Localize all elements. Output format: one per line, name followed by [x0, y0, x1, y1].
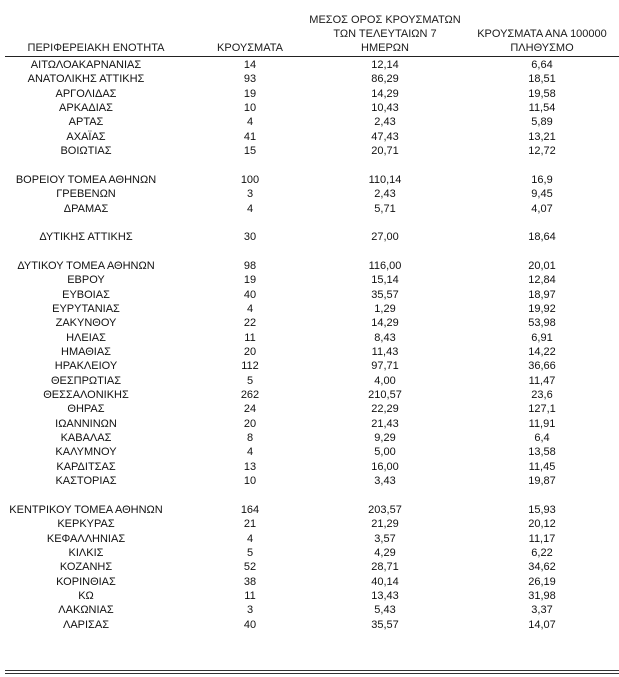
table-row	[0, 503, 619, 517]
table-row	[0, 202, 619, 216]
table-row	[0, 575, 619, 589]
table-row	[0, 560, 619, 574]
cases-cell: 40	[243, 618, 257, 631]
cases-cell: 30	[243, 231, 257, 244]
region-name-cell: ΚΟΡΙΝΘΙΑΣ	[56, 575, 116, 588]
cases-cell: 11	[244, 589, 256, 602]
seven-day-average-cell: 13,43	[371, 589, 399, 602]
seven-day-average-cell: 14,29	[371, 87, 399, 100]
cases-cell: 19	[243, 274, 257, 287]
table-row	[0, 144, 619, 158]
region-name-cell: ΚΑΛΥΜΝΟΥ	[55, 446, 117, 459]
region-name-cell: ΗΡΑΚΛΕΙΟΥ	[54, 360, 118, 373]
header-divider	[5, 56, 619, 57]
seven-day-average-cell: 16,00	[371, 460, 399, 473]
cases-cell: 98	[243, 259, 257, 272]
cases-cell: 93	[243, 73, 257, 86]
cases-per-100k-cell: 36,66	[528, 360, 556, 373]
table-row	[0, 259, 619, 273]
cases-cell: 5	[246, 546, 254, 559]
cases-per-100k-cell: 12,72	[528, 145, 556, 158]
table-row	[0, 460, 619, 474]
table-row	[0, 58, 619, 72]
region-name-cell: ΔΥΤΙΚΟΥ ΤΟΜΕΑ ΑΘΗΝΩΝ	[17, 259, 155, 272]
cases-cell: 8	[246, 432, 254, 445]
table-row	[0, 417, 619, 431]
cases-per-100k-cell: 11,91	[528, 417, 556, 430]
region-name-cell: ΑΧΑΪΑΣ	[66, 130, 106, 143]
cases-per-100k-cell: 20,12	[528, 518, 556, 531]
cases-per-100k-cell: 15,93	[528, 503, 556, 516]
region-name-cell: ΚΕΡΚΥΡΑΣ	[57, 518, 115, 531]
cases-per-100k-cell: 19,92	[528, 302, 556, 315]
cases-per-100k-cell: 18,64	[528, 231, 556, 244]
table-row	[0, 517, 619, 531]
table-row	[0, 288, 619, 302]
table-row	[0, 87, 619, 101]
region-name-cell: ΑΝΑΤΟΛΙΚΗΣ ΑΤΤΙΚΗΣ	[27, 73, 145, 86]
cases-cell: 100	[240, 173, 260, 186]
region-name-cell: ΗΜΑΘΙΑΣ	[61, 346, 111, 358]
table-row	[0, 115, 619, 129]
seven-day-average-cell: 97,71	[371, 360, 399, 373]
cases-cell: 10	[243, 475, 257, 488]
seven-day-average-cell: 21,29	[371, 518, 399, 531]
cases-cell: 262	[240, 389, 260, 402]
cases-per-100k-cell: 19,87	[528, 475, 556, 488]
seven-day-average-cell: 40,14	[371, 575, 399, 588]
cases-per-100k-cell: 12,84	[528, 274, 556, 287]
cases-per-100k-cell: 127,1	[528, 403, 556, 416]
seven-day-average-cell: 10,43	[371, 102, 399, 115]
region-name-cell: ΚΕΝΤΡΙΚΟΥ ΤΟΜΕΑ ΑΘΗΝΩΝ	[9, 503, 163, 516]
seven-day-average-cell: 28,71	[371, 561, 399, 574]
seven-day-average-cell: 3,43	[374, 475, 396, 488]
cases-per-100k-cell: 11,45	[528, 460, 556, 473]
cases-cell: 14	[243, 59, 257, 71]
table-row	[0, 331, 619, 345]
cases-per-100k-cell: 6,22	[531, 546, 553, 559]
region-name-cell: ΚΑΡΔΙΤΣΑΣ	[56, 460, 116, 473]
region-name-cell: ΕΒΡΟΥ	[67, 274, 105, 287]
table-row	[0, 474, 619, 488]
cases-cell: 164	[240, 503, 260, 516]
table-row	[0, 402, 619, 416]
cases-per-100k-cell: 14,22	[528, 346, 556, 358]
cases-per-100k-cell: 11,47	[528, 374, 556, 387]
seven-day-average-cell: 12,14	[371, 59, 399, 71]
cases-per-100k-cell: 11,17	[528, 532, 556, 545]
cases-cell: 20	[243, 346, 257, 358]
region-name-cell: ΗΛΕΙΑΣ	[66, 331, 106, 344]
table-row	[0, 130, 619, 144]
region-name-cell: ΛΑΚΩΝΙΑΣ	[58, 604, 114, 617]
cases-cell: 4	[246, 202, 254, 215]
cases-cell: 15	[243, 145, 257, 158]
cases-cell: 38	[243, 575, 257, 588]
seven-day-average-cell: 20,71	[371, 145, 399, 158]
region-name-cell: ΘΗΡΑΣ	[67, 403, 105, 416]
table-bottom-rule	[5, 670, 619, 671]
seven-day-average-cell: 3,57	[374, 532, 396, 545]
seven-day-average-cell: 110,14	[368, 173, 402, 186]
table-bottom-rule-double	[5, 673, 619, 674]
region-name-cell: ΚΩ	[78, 589, 94, 602]
cases-per-100k-cell: 3,37	[531, 604, 553, 617]
cases-per-100k-cell: 16,9	[531, 173, 553, 186]
region-name-cell: ΑΙΤΩΛΟΑΚΑΡΝΑΝΙΑΣ	[30, 59, 142, 71]
table-row	[0, 589, 619, 603]
cases-per-100k-cell: 18,51	[528, 73, 556, 86]
cases-cell: 52	[243, 561, 257, 574]
cases-cell: 19	[243, 87, 257, 100]
seven-day-average-cell: 8,43	[374, 331, 396, 344]
region-name-cell: ΘΕΣΣΑΛΟΝΙΚΗΣ	[43, 389, 129, 402]
header-cases-label: ΚΡΟΥΣΜΑΤΑ	[217, 42, 283, 54]
cases-cell: 4	[246, 116, 254, 129]
seven-day-average-cell: 22,29	[371, 403, 399, 416]
cases-per-100k-cell: 11,54	[528, 102, 556, 115]
cases-per-100k-cell: 13,58	[528, 446, 556, 459]
region-name-cell: ΖΑΚΥΝΘΟΥ	[55, 317, 117, 330]
seven-day-average-cell: 5,43	[374, 604, 396, 617]
table-row	[0, 302, 619, 316]
seven-day-average-cell: 35,57	[371, 618, 399, 631]
table-row	[0, 445, 619, 459]
region-name-cell: ΘΕΣΠΡΩΤΙΑΣ	[50, 374, 122, 387]
region-name-cell: ΑΡΚΑΔΙΑΣ	[59, 102, 113, 115]
seven-day-average-cell: 9,29	[374, 432, 396, 445]
cases-per-100k-cell: 6,91	[531, 331, 553, 344]
cases-cell: 5	[246, 374, 254, 387]
header-region	[6, 41, 186, 55]
region-name-cell: ΓΡΕΒΕΝΩΝ	[56, 188, 116, 201]
header-per-line1: ΚΡΟΥΣΜΑΤΑ ΑΝΑ 100000	[477, 28, 607, 40]
seven-day-average-cell: 47,43	[371, 130, 399, 143]
header-cases	[200, 41, 300, 55]
cases-per-100k-cell: 19,58	[528, 87, 556, 100]
cases-cell: 3	[246, 604, 254, 617]
seven-day-average-cell: 5,71	[374, 202, 396, 215]
region-name-cell: ΚΑΒΑΛΑΣ	[60, 432, 112, 445]
table-row	[0, 101, 619, 115]
seven-day-average-cell: 27,00	[371, 231, 399, 244]
cases-per-100k-cell: 14,07	[528, 618, 556, 631]
seven-day-average-cell: 2,43	[374, 188, 396, 201]
region-name-cell: ΚΙΛΚΙΣ	[68, 546, 104, 559]
region-name-cell: ΙΩΑΝΝΙΝΩΝ	[55, 417, 117, 430]
cases-cell: 24	[243, 403, 257, 416]
seven-day-average-cell: 35,57	[371, 288, 399, 301]
table-row	[0, 546, 619, 560]
seven-day-average-cell: 4,29	[374, 546, 396, 559]
seven-day-average-cell: 210,57	[368, 389, 402, 402]
seven-day-average-cell: 116,00	[368, 259, 402, 272]
cases-cell: 3	[246, 188, 254, 201]
cases-per-100k-cell: 26,19	[528, 575, 556, 588]
cases-cell: 40	[243, 288, 257, 301]
seven-day-average-cell: 4,00	[374, 374, 396, 387]
region-name-cell: ΚΟΖΑΝΗΣ	[59, 561, 113, 574]
cases-cell: 4	[246, 302, 254, 315]
seven-day-average-cell: 15,14	[371, 274, 399, 287]
cases-per-100k-cell: 6,4	[534, 432, 550, 445]
cases-cell: 4	[246, 532, 254, 545]
header-7day-average	[305, 13, 465, 55]
seven-day-average-cell: 203,57	[368, 503, 402, 516]
region-name-cell: ΑΡΤΑΣ	[68, 116, 104, 129]
table-row	[0, 618, 619, 632]
seven-day-average-cell: 11,43	[371, 346, 399, 358]
region-name-cell: ΚΕΦΑΛΛΗΝΙΑΣ	[46, 532, 126, 545]
region-name-cell: ΒΟΡΕΙΟΥ ΤΟΜΕΑ ΑΘΗΝΩΝ	[15, 173, 157, 186]
cases-cell: 21	[243, 518, 257, 531]
cases-per-100k-cell: 6,64	[531, 59, 553, 71]
cases-cell: 13	[243, 460, 257, 473]
region-name-cell: ΑΡΓΟΛΙΔΑΣ	[55, 87, 117, 100]
cases-per-100k-cell: 31,98	[528, 589, 556, 602]
cases-per-100k-cell: 4,07	[531, 202, 553, 215]
table-row	[0, 603, 619, 617]
cases-cell: 20	[243, 417, 257, 430]
table-row	[0, 230, 619, 244]
table-row	[0, 72, 619, 86]
seven-day-average-cell: 14,29	[371, 317, 399, 330]
seven-day-average-cell: 21,43	[371, 417, 399, 430]
region-name-cell: ΚΑΣΤΟΡΙΑΣ	[55, 475, 117, 488]
header-avg-line1: ΜΕΣΟΣ ΟΡΟΣ ΚΡΟΥΣΜΑΤΩΝ	[309, 14, 461, 26]
cases-per-100k-cell: 23,6	[531, 389, 553, 402]
cases-per-100k-cell: 18,97	[528, 288, 556, 301]
table-row	[0, 359, 619, 373]
header-avg-line2: ΤΩΝ ΤΕΛΕΥΤΑΙΩΝ 7	[333, 28, 437, 40]
cases-cell: 112	[241, 360, 259, 373]
cases-cell: 22	[243, 317, 257, 330]
region-name-cell: ΕΥΡΥΤΑΝΙΑΣ	[52, 302, 120, 315]
seven-day-average-cell: 86,29	[371, 73, 399, 86]
region-name-cell: ΛΑΡΙΣΑΣ	[62, 618, 109, 631]
cases-cell: 11	[244, 331, 256, 344]
table-row	[0, 187, 619, 201]
table-row	[0, 173, 619, 187]
cases-per-100k-cell: 20,01	[528, 259, 556, 272]
cases-per-100k-cell: 5,89	[531, 116, 553, 129]
seven-day-average-cell: 5,00	[374, 446, 396, 459]
cases-cell: 10	[243, 102, 257, 115]
seven-day-average-cell: 1,29	[374, 302, 396, 315]
header-per-line2: ΠΛΗΘΥΣΜΟ	[510, 42, 574, 54]
table-row	[0, 316, 619, 330]
table-row	[0, 532, 619, 546]
cases-per-100k-cell: 9,45	[531, 188, 553, 201]
cases-per-100k-cell: 53,98	[528, 317, 556, 330]
region-name-cell: ΒΟΙΩΤΙΑΣ	[60, 145, 112, 158]
table-row	[0, 431, 619, 445]
seven-day-average-cell: 2,43	[374, 116, 396, 129]
cases-cell: 4	[246, 446, 254, 459]
cases-per-100k-cell: 34,62	[528, 561, 556, 574]
header-per-100k	[465, 27, 619, 55]
region-name-cell: ΔΡΑΜΑΣ	[63, 202, 109, 215]
table-row	[0, 273, 619, 287]
header-region-label: ΠΕΡΙΦΕΡΕΙΑΚΗ ΕΝΟΤΗΤΑ	[27, 42, 165, 54]
header-avg-line3: ΗΜΕΡΩΝ	[361, 42, 409, 54]
table-row	[0, 388, 619, 402]
cases-per-100k-cell: 13,21	[528, 130, 556, 143]
region-name-cell: ΕΥΒΟΙΑΣ	[62, 288, 110, 301]
region-name-cell: ΔΥΤΙΚΗΣ ΑΤΤΙΚΗΣ	[39, 231, 133, 244]
table-row	[0, 374, 619, 388]
cases-cell: 41	[243, 130, 257, 143]
table-row	[0, 345, 619, 359]
